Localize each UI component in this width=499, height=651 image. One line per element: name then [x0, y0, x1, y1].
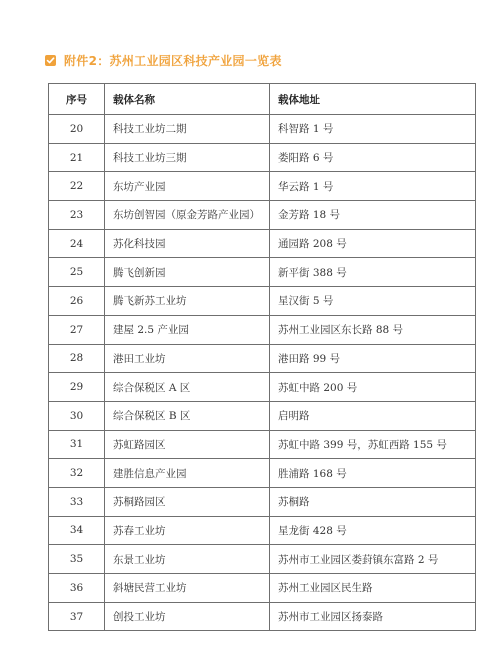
- park-name: 苏桐路园区: [105, 487, 270, 516]
- table-row: [49, 430, 476, 459]
- park-name: 综合保税区 B 区: [105, 401, 270, 430]
- row-number: 21: [49, 143, 105, 172]
- park-address: 星汉街 5 号: [270, 287, 476, 316]
- park-address: 苏州市工业园区扬泰路: [270, 602, 476, 631]
- table-row: [49, 229, 476, 258]
- table-row: [49, 143, 476, 172]
- park-name: 腾飞新苏工业坊: [105, 287, 270, 316]
- park-address: 苏州工业园区民生路: [270, 574, 476, 603]
- park-address: 金芳路 18 号: [270, 201, 476, 230]
- park-address: 苏州市工业园区娄葑镇东富路 2 号: [270, 545, 476, 574]
- park-address: 新平街 388 号: [270, 258, 476, 287]
- park-name: 腾飞创新园: [105, 258, 270, 287]
- park-address: 启明路: [270, 401, 476, 430]
- park-name: 综合保税区 A 区: [105, 373, 270, 402]
- table-row: [49, 373, 476, 402]
- row-number: 34: [49, 516, 105, 545]
- park-name: 东景工业坊: [105, 545, 270, 574]
- park-name: 港田工业坊: [105, 344, 270, 373]
- table-row: [49, 344, 476, 373]
- park-name: 创投工业坊: [105, 602, 270, 631]
- row-number: 30: [49, 401, 105, 430]
- row-number: 35: [49, 545, 105, 574]
- table-row: [49, 574, 476, 603]
- park-name: 苏化科技园: [105, 229, 270, 258]
- row-number: 33: [49, 487, 105, 516]
- park-address: 港田路 99 号: [270, 344, 476, 373]
- table-row: [49, 401, 476, 430]
- row-number: 31: [49, 430, 105, 459]
- park-address: 胜浦路 168 号: [270, 459, 476, 488]
- table-row: [49, 258, 476, 287]
- park-name: 斜塘民营工业坊: [105, 574, 270, 603]
- park-address: 星龙街 428 号: [270, 516, 476, 545]
- park-name: 建屋 2.5 产业园: [105, 315, 270, 344]
- park-name: 建胜信息产业园: [105, 459, 270, 488]
- row-number: 37: [49, 602, 105, 631]
- park-address: 苏州工业园区东长路 88 号: [270, 315, 476, 344]
- row-number: 36: [49, 574, 105, 603]
- row-number: 25: [49, 258, 105, 287]
- row-number: 20: [49, 115, 105, 144]
- park-address: 科智路 1 号: [270, 115, 476, 144]
- row-number: 24: [49, 229, 105, 258]
- check-icon: [45, 55, 56, 66]
- park-name: 科技工业坊三期: [105, 143, 270, 172]
- park-address: 通园路 208 号: [270, 229, 476, 258]
- column-header-name: 载体名称: [105, 84, 270, 115]
- industrial-park-table: [48, 83, 475, 631]
- table-row: [49, 201, 476, 230]
- table-header-row: [49, 84, 476, 115]
- table-row: [49, 315, 476, 344]
- park-address: 苏桐路: [270, 487, 476, 516]
- table-row: [49, 287, 476, 316]
- table-row: [49, 602, 476, 631]
- park-name: 苏虹路园区: [105, 430, 270, 459]
- column-header-number: 序号: [49, 84, 105, 115]
- row-number: 28: [49, 344, 105, 373]
- park-name: 苏春工业坊: [105, 516, 270, 545]
- row-number: 27: [49, 315, 105, 344]
- row-number: 22: [49, 172, 105, 201]
- heading-title: 附件2：苏州工业园区科技产业园一览表: [64, 53, 282, 68]
- park-address: 苏虹中路 200 号: [270, 373, 476, 402]
- row-number: 26: [49, 287, 105, 316]
- park-name: 东坊创智园（原金芳路产业园）: [105, 201, 270, 230]
- table-row: [49, 516, 476, 545]
- table-body: [49, 115, 476, 631]
- column-header-address: 载体地址: [270, 84, 476, 115]
- table-row: [49, 172, 476, 201]
- table-row: [49, 115, 476, 144]
- row-number: 29: [49, 373, 105, 402]
- row-number: 23: [49, 201, 105, 230]
- park-address: 华云路 1 号: [270, 172, 476, 201]
- table-row: [49, 459, 476, 488]
- park-name: 东坊产业园: [105, 172, 270, 201]
- table-row: [49, 545, 476, 574]
- table-row: [49, 487, 476, 516]
- park-name: 科技工业坊二期: [105, 115, 270, 144]
- row-number: 32: [49, 459, 105, 488]
- park-address: 娄阳路 6 号: [270, 143, 476, 172]
- section-heading: [45, 50, 282, 70]
- park-address: 苏虹中路 399 号，苏虹西路 155 号: [270, 430, 476, 459]
